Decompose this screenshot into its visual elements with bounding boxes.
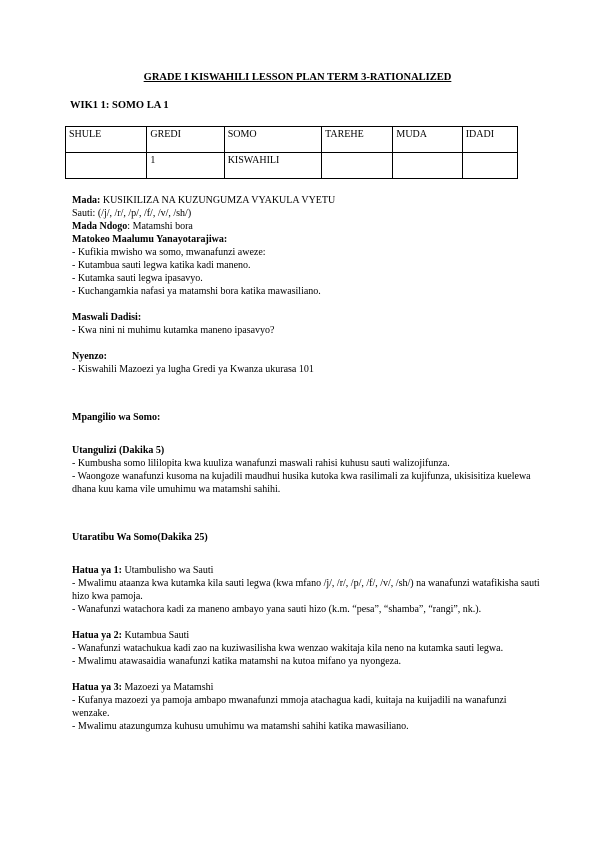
document-title: GRADE I KISWAHILI LESSON PLAN TERM 3-RATIONALIZED	[143, 72, 452, 83]
hatua3-label: Hatua ya 3:	[72, 682, 122, 693]
nyenzo-heading	[72, 350, 542, 363]
matokeo-heading	[72, 233, 542, 246]
list-item: - Waongoze wanafunzi kusoma na kujadili maudhui husika kutoka kwa rasilimali za kujifunza, ukisisitiza kuelewa dhana kuu kama vile umuhimu wa matamshi sahihi.	[72, 471, 531, 495]
utangulizi-heading	[72, 444, 542, 457]
maswali-heading-text: Maswali Dadisi:	[72, 312, 142, 323]
nyenzo-heading-text: Nyenzo:	[72, 351, 107, 362]
week-heading: WIK1 1: SOMO LA 1	[70, 100, 169, 111]
table-cell	[462, 153, 517, 179]
table-cell: 1	[147, 153, 224, 179]
table-header-cell: GREDI	[147, 127, 224, 153]
sauti-line: Sauti: (/j/, /r/, /p/, /f/, /v/, /sh/)	[72, 208, 192, 219]
table-header-cell: MUDA	[393, 127, 462, 153]
mpangilio-heading	[72, 411, 542, 424]
list-item: - Kwa nini ni muhimu kutamka maneno ipasavyo?	[72, 325, 275, 336]
list-item: - Mwalimu ataanza kwa kutamka kila sauti legwa (kwa mfano /j/, /r/, /p/, /f/, /v/, /sh/) na wanafunzi watafikisha sauti hizo kwa pamoja.	[72, 578, 540, 602]
hatua1-heading	[72, 564, 542, 577]
list-item: - Wanafunzi watachora kadi za maneno ambayo yana sauti hizo (k.m. “pesa”, “shamba”, “rangi”, nk.).	[72, 604, 482, 615]
table-header-cell: SOMO	[224, 127, 321, 153]
list-item: - Kufikia mwisho wa somo, mwanafunzi aweze:	[72, 247, 266, 258]
table-header-cell: SHULE	[66, 127, 147, 153]
table-header-cell: IDADI	[462, 127, 517, 153]
list-item: - Kuchangamkia nafasi ya matamshi bora katika mawasiliano.	[72, 286, 321, 297]
lesson-body	[72, 194, 542, 733]
list-item: - Kutambua sauti legwa katika kadi maneno.	[72, 260, 251, 271]
list-item: - Kiswahili Mazoezi ya lugha Gredi ya Kwanza ukurasa 101	[72, 364, 314, 375]
mada-line	[72, 194, 542, 207]
utaratibu-heading-text: Utaratibu Wa Somo(Dakika 25)	[72, 532, 208, 543]
table-cell	[393, 153, 462, 179]
list-item: - Kutamka sauti legwa ipasavyo.	[72, 273, 203, 284]
list-item: - Mwalimu atawasaidia wanafunzi katika matamshi na kutoa mifano ya nyongeza.	[72, 656, 402, 667]
table-cell	[66, 153, 147, 179]
utangulizi-heading-text: Utangulizi (Dakika 5)	[72, 445, 165, 456]
hatua3-title: Mazoezi ya Matamshi	[122, 682, 214, 693]
list-item: - Kufanya mazoezi ya pamoja ambapo mwanafunzi mmoja atachagua kadi, kuitaja na kuijadili na wanafunzi wenzake.	[72, 695, 507, 719]
hatua2-heading	[72, 629, 542, 642]
hatua1-title: Utambulisho wa Sauti	[122, 565, 214, 576]
list-item: - Mwalimu atazungumza kuhusu umuhimu wa matamshi sahihi katika mawasiliano.	[72, 721, 409, 732]
hatua1-label: Hatua ya 1:	[72, 565, 122, 576]
table-header-cell: TAREHE	[322, 127, 393, 153]
mada-ndogo-value: : Matamshi bora	[127, 221, 193, 232]
table-cell: KISWAHILI	[224, 153, 321, 179]
matokeo-heading-text: Matokeo Maalumu Yanayotarajiwa:	[72, 234, 228, 245]
table-header-row	[66, 127, 518, 153]
mpangilio-heading-text: Mpangilio wa Somo:	[72, 412, 161, 423]
mada-value: KUSIKILIZA NA KUZUNGUMZA VYAKULA VYETU	[100, 195, 336, 206]
table-cell	[322, 153, 393, 179]
hatua3-heading	[72, 681, 542, 694]
mada-ndogo-label: Mada Ndogo	[72, 221, 128, 232]
list-item: - Wanafunzi watachukua kadi zao na kuziwasilisha kwa wenzao wakitaja kila neno na kutamka sauti legwa.	[72, 643, 504, 654]
lesson-info-table	[65, 126, 518, 179]
mada-ndogo-line	[72, 220, 542, 233]
mada-label: Mada:	[72, 195, 101, 206]
utaratibu-heading	[72, 531, 542, 544]
hatua2-title: Kutambua Sauti	[122, 630, 190, 641]
list-item: - Kumbusha somo lililopita kwa kuuliza wanafunzi maswali rahisi kuhusu sauti walizojifunza.	[72, 458, 450, 469]
hatua2-label: Hatua ya 2:	[72, 630, 122, 641]
maswali-heading	[72, 311, 542, 324]
table-row	[66, 153, 518, 179]
